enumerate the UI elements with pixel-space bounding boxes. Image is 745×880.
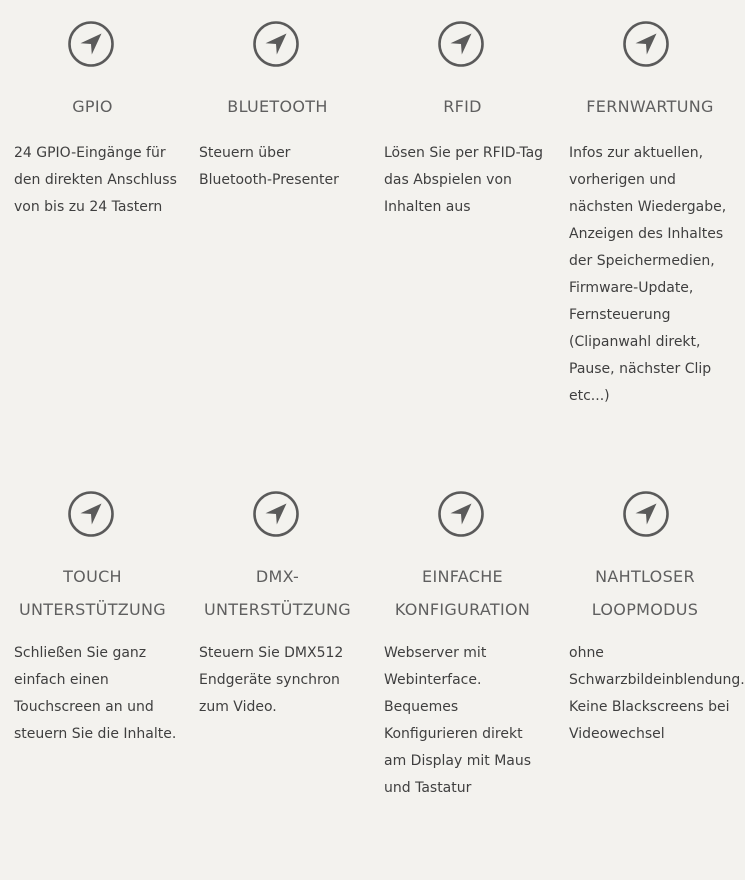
feature-title: NAHTLOSER LOOPMODUS — [591, 567, 699, 619]
feature-title: TOUCH UNTERSTÜTZUNG — [18, 567, 167, 619]
feature-description: Schließen Sie ganz einfach einen Touchscreen an und steuern Sie die Inhalte. — [14, 645, 177, 742]
navigation-arrow-icon — [67, 490, 115, 538]
feature-title: DMX-UNTERSTÜTZUNG — [203, 567, 352, 619]
navigation-arrow-icon — [67, 20, 115, 68]
navigation-arrow-icon — [252, 20, 300, 68]
feature-description: Lösen Sie per RFID-Tag das Abspielen von Inhalten aus — [384, 145, 544, 215]
feature-title: BLUETOOTH — [227, 97, 328, 116]
feature-description: 24 GPIO-Eingänge für den direkten Anschluss von bis zu 24 Tastern — [14, 145, 177, 215]
feature-title: FERNWARTUNG — [586, 97, 714, 116]
feature-description: ohne Schwarzbildeinblendung. Keine Blackscreens bei Videowechsel — [569, 645, 745, 742]
feature-title: RFID — [443, 97, 482, 116]
navigation-arrow-icon — [437, 20, 485, 68]
feature-title: EINFACHE KONFIGURATION — [394, 567, 531, 619]
features-row-1 — [0, 0, 745, 410]
feature-description: Steuern Sie DMX512 Endgeräte synchron zum Video. — [199, 645, 344, 715]
navigation-arrow-icon — [622, 490, 670, 538]
feature-description: Webserver mit Webinterface. Bequemes Konfigurieren direkt am Display mit Maus und Tastatur — [384, 645, 532, 796]
navigation-arrow-icon — [437, 490, 485, 538]
navigation-arrow-icon — [252, 490, 300, 538]
feature-title: GPIO — [72, 97, 113, 116]
navigation-arrow-icon — [622, 20, 670, 68]
feature-description: Steuern über Bluetooth-Presenter — [199, 145, 339, 188]
feature-description: Infos zur aktuellen, vorherigen und nächsten Wiedergabe, Anzeigen des Inhaltes der Speichermedien, Firmware-Update, Fernsteuerung (Clipanwahl direkt, Pause, nächster Clip etc...) — [569, 145, 727, 404]
